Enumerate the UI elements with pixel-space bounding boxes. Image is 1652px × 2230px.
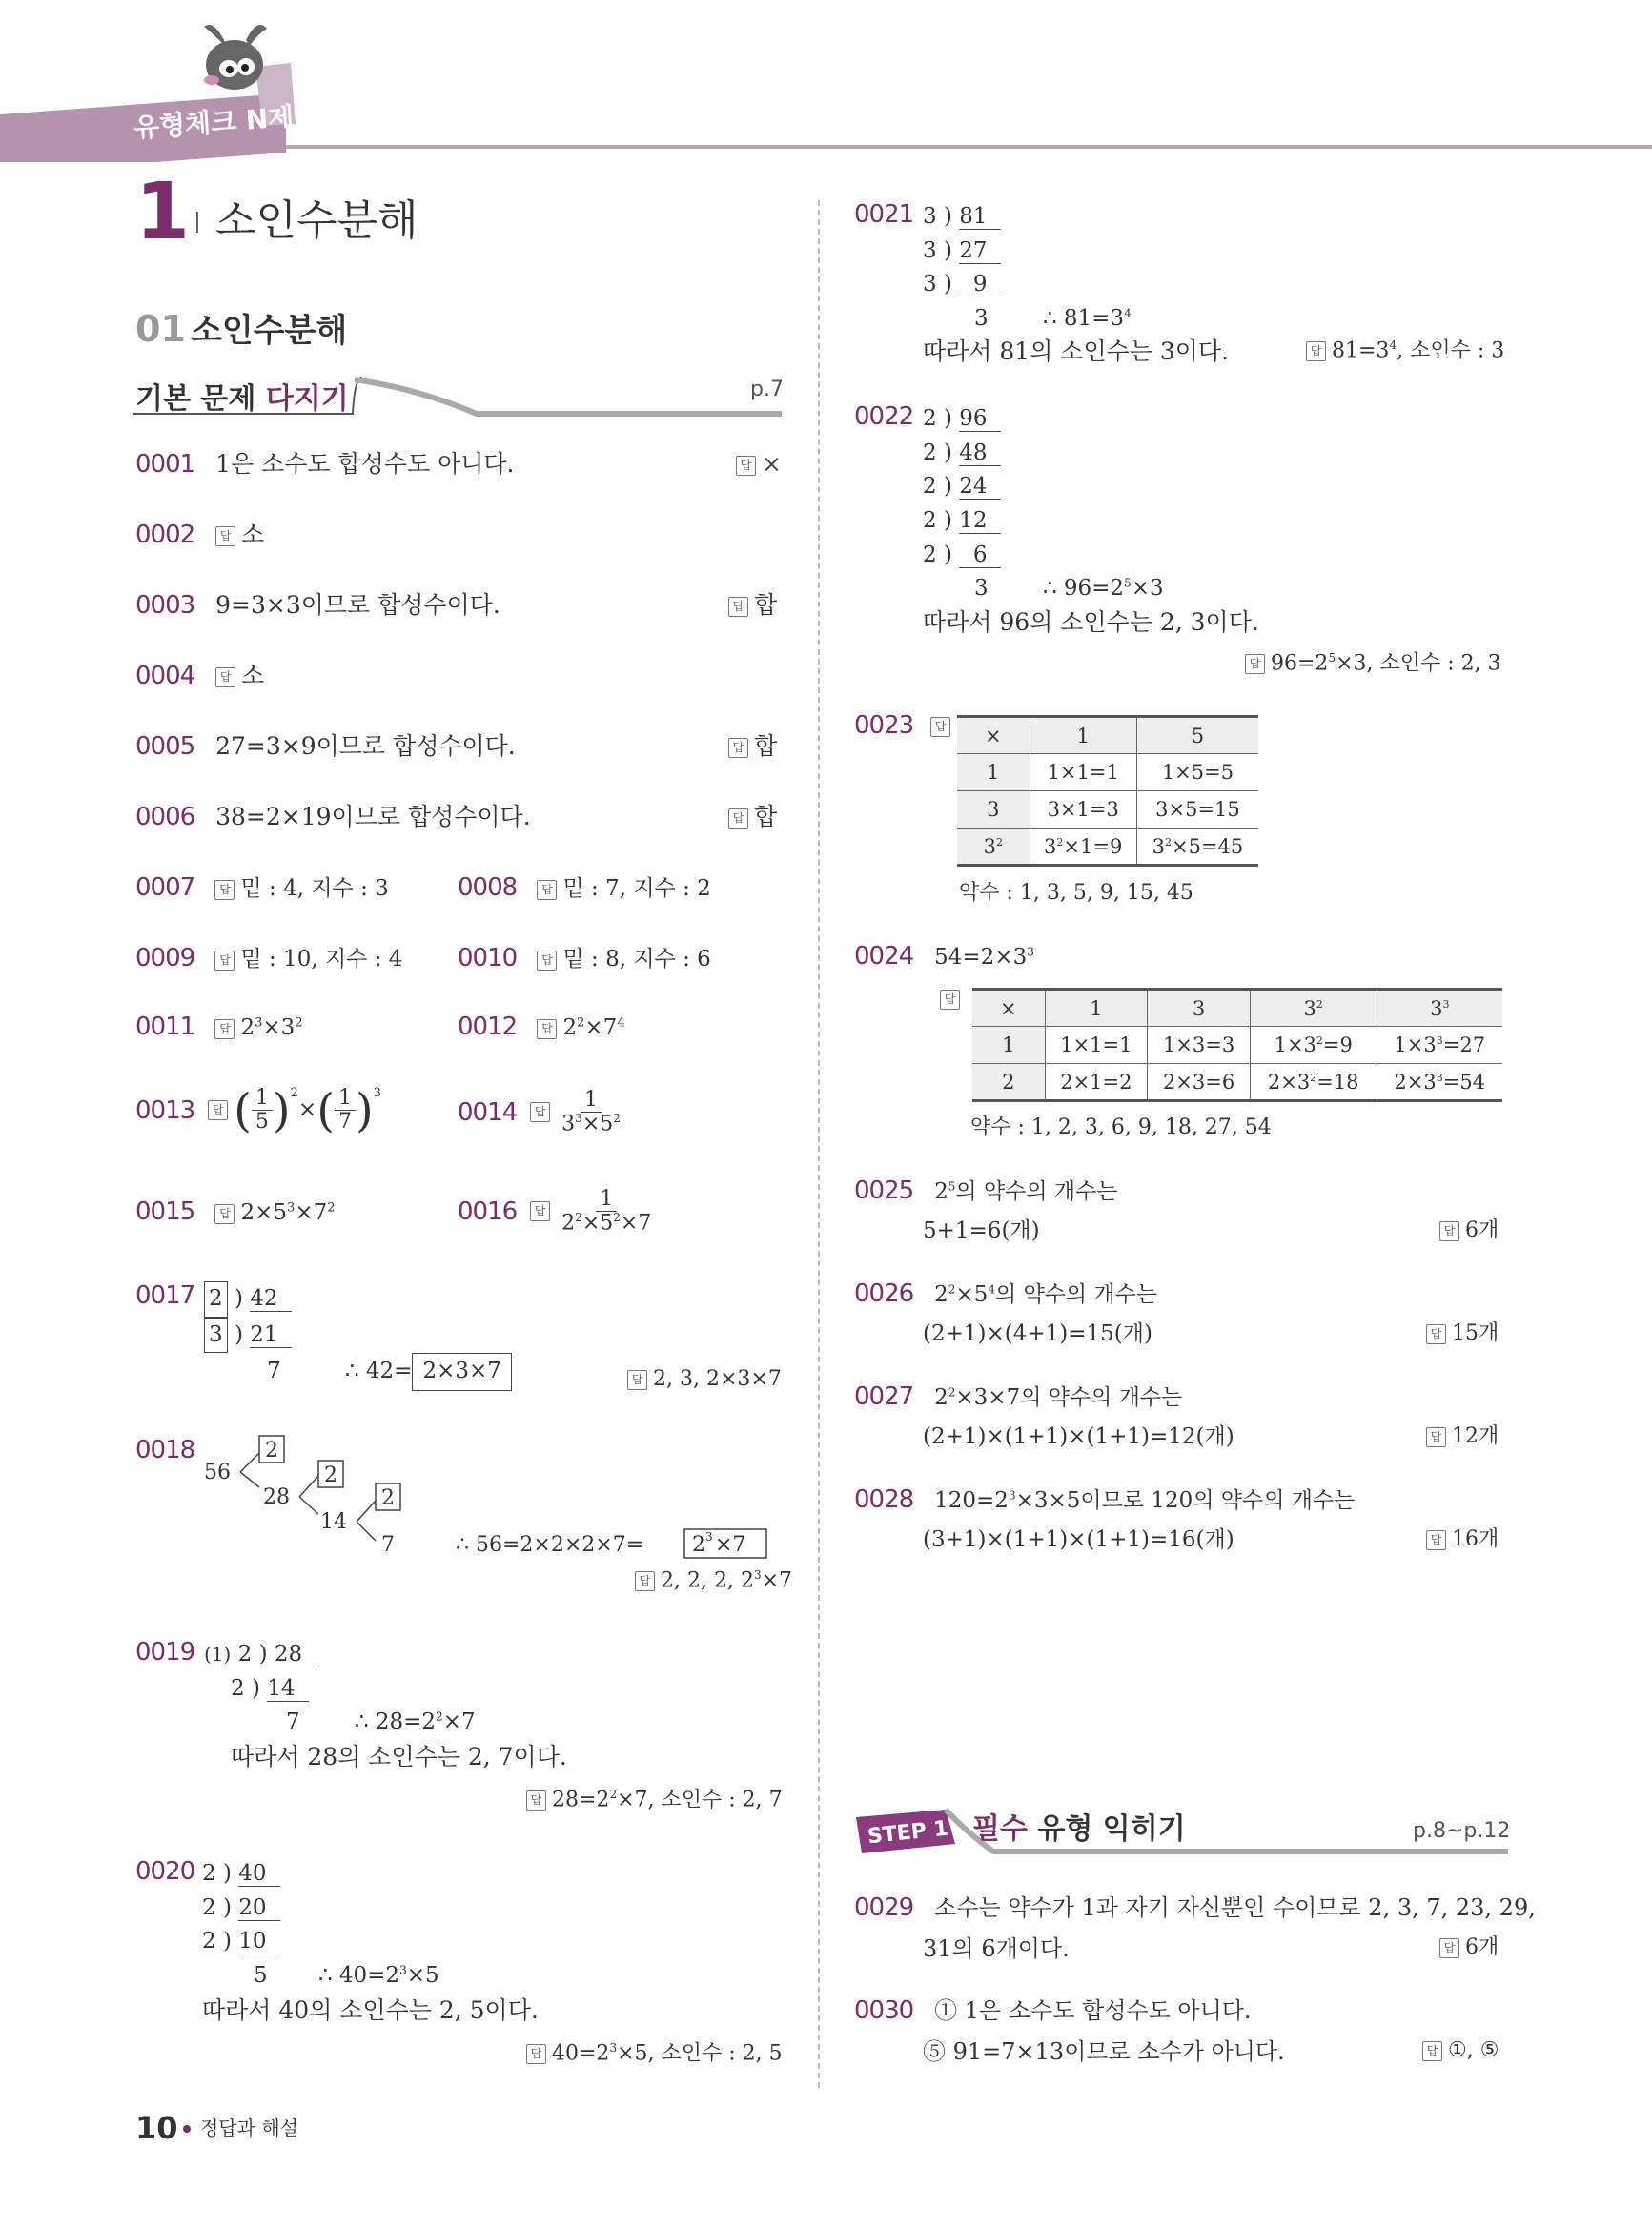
answer-0030: 답 ①, ⑤ <box>1422 2040 1499 2061</box>
answer-0003: 답 합 <box>728 593 777 617</box>
problem-0009: 0009 답 밑 : 10, 지수 : 4 <box>135 944 403 972</box>
divisor-table-0024: × 1 3 $3^2$ $3^3$ 1 1×1=1 1×3=3 $1\times 3^2=9$ $1\times 3^3=27$ 2 2×1=2 2×3=6 $2\times 3^2=18$ $2\times 3^3=54$ <box>972 988 1502 1102</box>
problem-0015: 0015 답 $2\times 5^3\times 7^2$ <box>135 1197 336 1226</box>
problem-0013: 0013 답 ( $\frac{1}{5}$ ) $^2$ × ( $\frac{1}{7}$ ) $^3$ <box>135 1083 381 1137</box>
solution-text: 따라서 81의 소인수는 3이다. <box>923 338 1230 365</box>
problem-0030: 0030 ① 1은 소수도 합성수도 아니다. <box>854 1996 1252 2025</box>
problem-0026: 0026 $2^2\times 5^4$의 약수의 개수는 <box>854 1279 1158 1308</box>
problem-0029: 0029 소수는 약수가 1과 자기 자신뿐인 수이므로 2, 3, 7, 23, 29, <box>854 1893 1536 1922</box>
chapter-divider <box>196 212 198 233</box>
answer-0027: 답 12개 <box>1426 1426 1499 1447</box>
section-title: 소인수분해 <box>191 312 348 350</box>
problem-number: 0017 <box>135 1281 195 1310</box>
problem-0003: 0003 9=3×3이므로 합성수이다. <box>135 591 500 620</box>
step-pages: p.8~p.12 <box>1413 1819 1511 1843</box>
division-0021: 3 ) 81 3 ) 27 3 ) 9 3 ∴ $81=3^4$ <box>923 204 1132 331</box>
division-0022: 2 ) 96 2 ) 48 2 ) 24 2 ) 12 2 ) 6 3 ∴ $96=2^5\times 3$ <box>923 406 1164 602</box>
problem-0010: 0010 답 밑 : 8, 지수 : 6 <box>458 944 711 972</box>
problem-0012: 0012 답 $2^2\times 7^4$ <box>458 1013 625 1041</box>
divisors-0023: 약수 : 1, 3, 5, 9, 15, 45 <box>959 881 1193 905</box>
svg-text:3: 3 <box>705 1530 713 1544</box>
chapter-number: 1 <box>135 167 191 257</box>
problem-number: 0021 <box>854 200 914 229</box>
solution-text: (3+1)×(1+1)×(1+1)=16(개) <box>923 1527 1234 1552</box>
chapter-title: 소인수분해 <box>215 196 418 245</box>
solution-text: 1은 소수도 합성수도 아니다. <box>215 450 515 478</box>
problem-0001 <box>135 452 514 477</box>
solution-text: (2+1)×(1+1)×(1+1)=12(개) <box>923 1424 1234 1449</box>
solution-text: 따라서 96의 소인수는 2, 3이다. <box>923 608 1259 636</box>
solution-text: 5+1=6(개) <box>923 1218 1040 1243</box>
answer-0019: 답 $28=2^2\times 7$, 소인수 : 2, 7 <box>526 1789 783 1811</box>
svg-text:28: 28 <box>263 1485 290 1509</box>
footer-page-number: 10 <box>135 2110 178 2146</box>
divisor-table-0023: × 1 5 1 1×1=1 1×5=5 3 3×1=3 3×5=15 $3^2$ $3^2\times 1=9$ $3^2\times 5=45$ <box>957 715 1258 867</box>
problem-number: 0018 <box>135 1436 195 1464</box>
solution-text: ⑤ 91=7×13이므로 소수가 아니다. <box>923 2038 1285 2065</box>
answer-0021: 답 $81=3^4$, 소인수 : 3 <box>1306 339 1504 361</box>
answer-0029: 답 6개 <box>1439 1937 1499 1958</box>
header-badge: 유형체크 N제 <box>133 101 296 144</box>
svg-text:×7: ×7 <box>715 1533 746 1557</box>
solution-text: 31의 6개이다. <box>923 1935 1070 1962</box>
svg-text:56: 56 <box>204 1461 231 1484</box>
basic-title: 기본 문제 다지기 <box>135 382 349 416</box>
svg-text:7: 7 <box>381 1533 395 1557</box>
answer-0022: 답 $96=2^5\times 3$, 소인수 : 2, 3 <box>1245 652 1501 674</box>
answer-0018: 답 2, 2, 2, $2^3\times 7$ <box>635 1569 792 1591</box>
problem-0028: 0028 $120=2^3\times 3\times 5$이므로 120의 약수의 개수는 <box>854 1485 1356 1514</box>
step-title: 필수 유형 익히기 <box>972 1812 1186 1846</box>
division-0019: (1) 2 ) 28 2 ) 14 7 ∴ $28=2^2\times 7$ <box>204 1642 476 1735</box>
problem-number: 0019 <box>135 1638 195 1667</box>
svg-text:14: 14 <box>320 1510 347 1534</box>
problem-0016: 0016 답 $\frac{1}{2^2\times 5^2\times 7}$ <box>458 1187 652 1236</box>
problem-0002: 0002 답 소 <box>135 521 265 549</box>
answer-icon: 답 <box>940 986 966 1010</box>
problem-0005: 0005 27=3×9이므로 합성수이다. <box>135 732 516 761</box>
problem-number: 0020 <box>135 1857 195 1886</box>
problem-0008: 0008 답 밑 : 7, 지수 : 2 <box>458 873 711 902</box>
problem-0007: 0007 답 밑 : 4, 지수 : 3 <box>135 873 389 902</box>
svg-text:2: 2 <box>265 1439 278 1463</box>
problem-0006: 0006 38=2×19이므로 합성수이다. <box>135 803 531 831</box>
answer-0020: 답 $40=2^3\times 5$, 소인수 : 2, 5 <box>526 2042 783 2064</box>
solution-text: 따라서 28의 소인수는 2, 7이다. <box>231 1743 567 1770</box>
svg-text:2: 2 <box>692 1533 705 1557</box>
svg-text:∴ 56=2×2×2×7=: ∴ 56=2×2×2×7= <box>456 1533 644 1557</box>
problem-0014: 0014 답 $\frac{1}{3^3\times 5^2}$ <box>458 1088 621 1136</box>
division-0017: 2 ) 42 3 ) 21 7 ∴ 42= 2×3×7 <box>204 1281 512 1391</box>
step-badge: STEP 1 <box>866 1816 950 1850</box>
answer-0028: 답 16개 <box>1426 1529 1499 1550</box>
answer-0025: 답 6개 <box>1439 1220 1499 1241</box>
problem-0024: 0024 $54=2\times 3^3$ <box>854 942 1034 971</box>
problem-number: 0022 <box>854 402 914 431</box>
answer-0005: 답 합 <box>728 734 777 758</box>
divisors-0024: 약수 : 1, 2, 3, 6, 9, 18, 27, 54 <box>970 1115 1272 1139</box>
header-banner <box>0 19 1652 162</box>
answer-0017: 답 2, 3, 2×3×7 <box>627 1369 782 1390</box>
footer-label: 정답과 해설 <box>200 2117 298 2139</box>
factor-tree-0018 <box>200 1430 772 1573</box>
problem-0025: 0025 $2^5$의 약수의 개수는 <box>854 1176 1118 1205</box>
problem-number: 0001 <box>135 450 195 479</box>
answer-0001: 답 × <box>736 452 782 476</box>
problem-0023: 0023 답 <box>854 713 956 738</box>
column-divider <box>818 200 820 2088</box>
problem-0004: 0004 답 소 <box>135 662 265 690</box>
basic-page: p.7 <box>750 378 784 401</box>
problem-0027: 0027 $2^2\times 3\times 7$의 약수의 개수는 <box>854 1382 1183 1411</box>
svg-text:2: 2 <box>381 1486 395 1510</box>
division-0020: 2 ) 40 2 ) 20 2 ) 10 5 ∴ $40=2^3\times 5$ <box>202 1861 439 1988</box>
footer-bullet <box>183 2125 191 2133</box>
answer-0026: 답 15개 <box>1426 1323 1499 1344</box>
section-number: 01 <box>135 308 186 350</box>
solution-text: 따라서 40의 소인수는 2, 5이다. <box>202 1996 539 2024</box>
answer-0006: 답 합 <box>728 805 777 829</box>
answer-icon: 답 <box>736 456 756 476</box>
solution-text: (2+1)×(4+1)=15(개) <box>923 1321 1152 1346</box>
problem-0011: 0011 답 $2^3\times 3^2$ <box>135 1013 303 1041</box>
svg-text:2: 2 <box>324 1463 337 1487</box>
answer-icon: 답 <box>215 526 235 546</box>
